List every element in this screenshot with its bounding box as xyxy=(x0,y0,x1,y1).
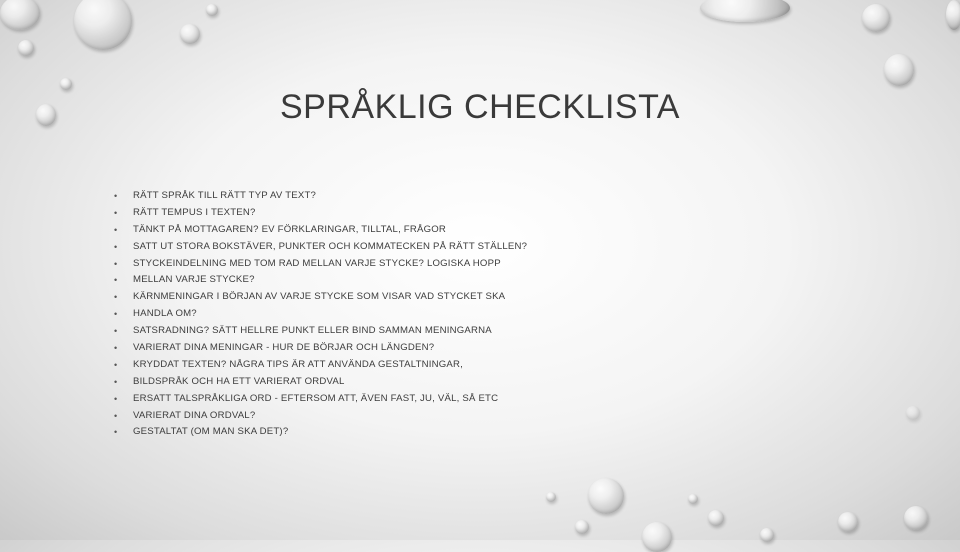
water-drop-icon xyxy=(838,512,858,532)
water-drop-icon xyxy=(642,522,672,552)
water-drop-icon xyxy=(904,506,928,530)
list-item xyxy=(112,205,527,222)
list-item-text: VARIERAT DINA MENINGAR - HUR DE BÖRJAR OCH LÄNGDEN? xyxy=(133,342,435,354)
water-drop-icon xyxy=(862,4,890,32)
list-item xyxy=(112,340,527,357)
water-drop-icon xyxy=(18,40,34,56)
list-item-text: STYCKEINDELNING MED TOM RAD MELLAN VARJE STYCKE? LOGISKA HOPP xyxy=(133,257,501,269)
list-item xyxy=(112,374,527,391)
list-item xyxy=(112,424,527,441)
water-drop-icon xyxy=(0,0,40,30)
list-item xyxy=(112,357,527,374)
list-item-text: RÄTT SPRÅK TILL RÄTT TYP AV TEXT? xyxy=(133,190,317,201)
bullet-icon: • xyxy=(114,393,118,404)
water-drop-icon xyxy=(700,0,790,22)
list-item-text: SATT UT STORA BOKSTÄVER, PUNKTER OCH KOMMATECKEN PÅ RÄTT STÄLLEN? xyxy=(133,240,528,252)
list-item xyxy=(112,391,527,408)
water-drop-icon xyxy=(708,510,724,526)
list-item-text: VARIERAT DINA ORDVAL? xyxy=(133,409,256,421)
bullet-icon: • xyxy=(114,241,118,252)
bullet-icon: • xyxy=(114,207,118,218)
list-item-text: GESTALTAT (OM MAN SKA DET)? xyxy=(133,426,289,438)
slide-title: SPRÅKLIG CHECKLISTA xyxy=(280,88,680,126)
bullet-icon: • xyxy=(114,410,118,421)
list-item-text: ERSATT TALSPRÅKLIGA ORD - EFTERSOM ATT, ÄVEN FAST, JU, VÄL, SÅ ETC xyxy=(133,392,499,404)
list-item xyxy=(112,239,527,256)
water-drop-icon xyxy=(884,54,914,86)
list-item xyxy=(112,188,527,205)
bullet-icon: • xyxy=(114,376,118,387)
bullet-icon: • xyxy=(114,292,118,303)
list-item xyxy=(112,222,527,239)
bullet-icon: • xyxy=(114,427,118,438)
water-drop-icon xyxy=(74,0,132,50)
bullet-icon: • xyxy=(114,309,118,320)
water-drop-icon xyxy=(206,4,218,16)
bullet-icon: • xyxy=(114,359,118,370)
list-item-text: BILDSPRÅK OCH HA ETT VARIERAT ORDVAL xyxy=(133,375,345,387)
list-item-text: TÄNKT PÅ MOTTAGAREN? EV FÖRKLARINGAR, TILLTAL, FRÅGOR xyxy=(133,223,447,235)
water-drop-icon xyxy=(180,24,200,44)
water-drop-icon xyxy=(588,478,624,514)
bullet-icon: • xyxy=(114,326,118,337)
list-item xyxy=(112,323,527,340)
list-item-text: SATSRADNING? SÄTT HELLRE PUNKT ELLER BIND SAMMAN MENINGARNA xyxy=(133,325,492,337)
bullet-icon: • xyxy=(114,275,118,286)
list-item xyxy=(112,306,527,323)
water-drop-icon xyxy=(688,494,698,504)
list-item-text: RÄTT TEMPUS I TEXTEN? xyxy=(133,206,256,218)
bullet-icon: • xyxy=(114,343,118,354)
bullet-icon: • xyxy=(114,191,118,201)
checklist xyxy=(112,188,527,441)
water-drop-icon xyxy=(906,406,920,420)
list-item-text: HANDLA OM? xyxy=(133,308,197,320)
bullet-icon: • xyxy=(114,258,118,269)
bullet-icon: • xyxy=(114,224,118,235)
water-drop-icon xyxy=(946,0,960,30)
list-item xyxy=(112,408,527,425)
list-item-text: MELLAN VARJE STYCKE? xyxy=(133,274,255,286)
water-drop-icon xyxy=(575,520,589,534)
list-item xyxy=(112,272,527,289)
list-item xyxy=(112,256,527,273)
list-item-text: KRYDDAT TEXTEN? NÅGRA TIPS ÄR ATT ANVÄNDA GESTALTNINGAR, xyxy=(133,358,464,370)
water-drop-icon xyxy=(546,492,556,502)
list-item xyxy=(112,289,527,306)
list-item-text: KÄRNMENINGAR I BÖRJAN AV VARJE STYCKE SOM VISAR VAD STYCKET SKA xyxy=(133,291,506,303)
